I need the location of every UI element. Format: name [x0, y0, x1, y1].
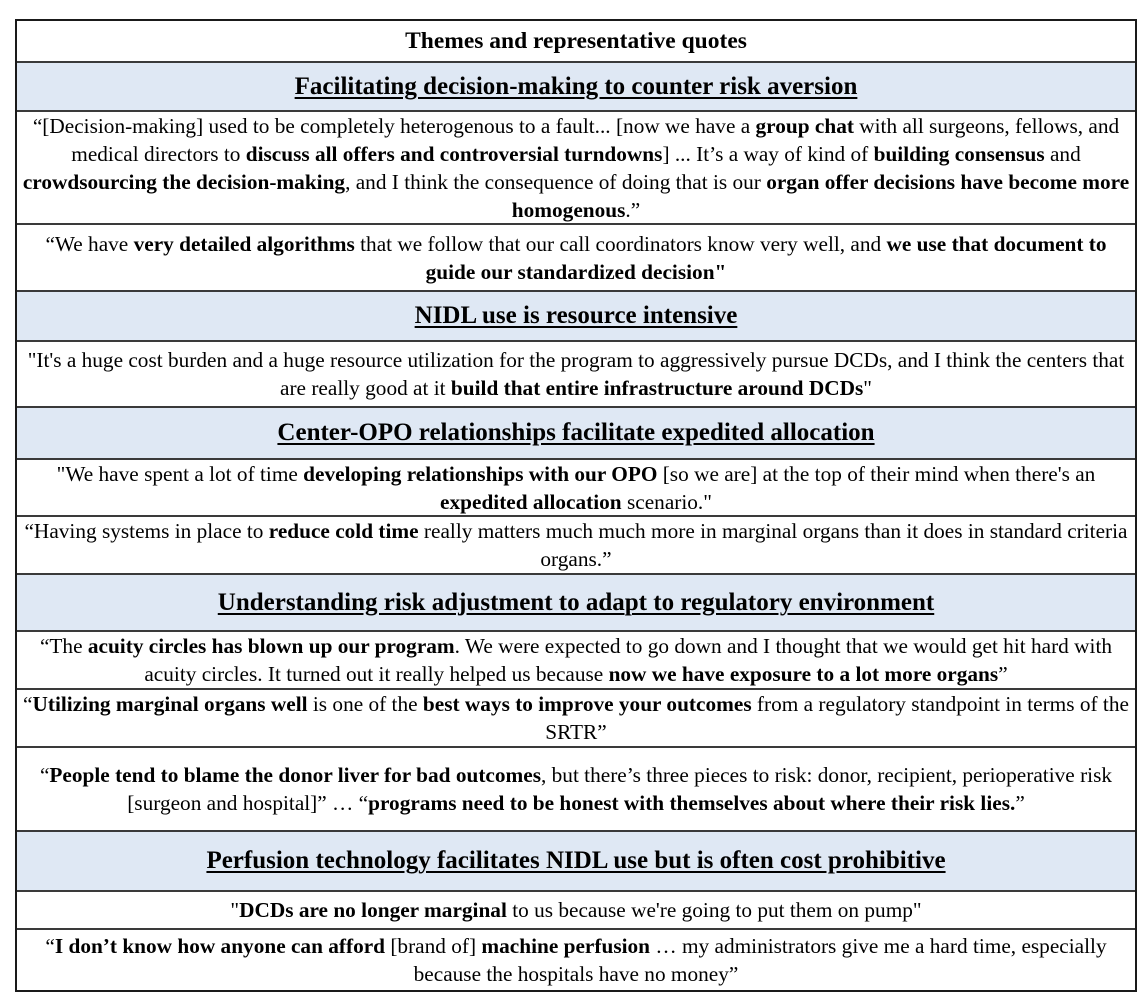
- quote-segment: really matters much much more in marginal organs than it does in standard criteria organs.”: [418, 519, 1128, 571]
- quote-emphasis: DCDs are no longer marginal: [239, 898, 507, 922]
- quote-emphasis: acuity circles has blown up our program: [87, 634, 455, 658]
- quote-segment: from a regulatory standpoint in terms of the SRTR”: [545, 692, 1129, 744]
- themes-quotes-table: [15, 19, 1137, 992]
- quote-text: [19, 230, 1133, 286]
- quote-segment: “We have: [45, 231, 134, 256]
- quote-cell: [17, 748, 1135, 832]
- quote-emphasis: very detailed algorithms: [133, 231, 355, 256]
- quote-text: [19, 346, 1133, 402]
- quote-segment: “: [23, 692, 33, 716]
- quote-emphasis: building consensus: [873, 141, 1045, 166]
- quote-emphasis: organ offer decisions have become more homogenous: [511, 169, 1130, 222]
- quote-segment: ": [863, 376, 872, 400]
- quote-segment: "It's a huge cost burden and a huge resource utilization for the program to aggressively pursue DCDs, and I think the centers that are really good at it: [27, 348, 1125, 400]
- quote-text: [230, 896, 921, 924]
- quote-text: [19, 517, 1133, 573]
- quote-emphasis: People tend to blame the donor liver for bad outcomes: [49, 763, 541, 787]
- quote-segment: with all surgeons, fellows, and medical directors to: [71, 113, 1120, 166]
- theme-heading: NIDL use is resource intensive: [17, 292, 1135, 342]
- quote-cell: [17, 112, 1135, 225]
- quote-text: [19, 932, 1133, 988]
- quote-segment: [so we are] at the top of their mind when there's an: [657, 461, 1096, 486]
- quote-emphasis: group chat: [755, 113, 854, 138]
- quote-segment: ": [230, 898, 240, 922]
- quote-cell: [17, 632, 1135, 690]
- quote-segment: is one of the: [307, 692, 423, 716]
- quote-text: [19, 112, 1133, 224]
- quote-segment: to us because we're going to put them on pump": [506, 898, 922, 922]
- quote-text: [19, 632, 1133, 688]
- quote-emphasis: discuss all offers and controversial turndowns: [245, 141, 663, 166]
- quote-emphasis: reduce cold time: [268, 519, 419, 543]
- quote-segment: “: [39, 763, 50, 787]
- quote-emphasis: crowdsourcing the decision-making: [22, 169, 346, 194]
- quote-segment: "We have spent a lot of time: [56, 461, 304, 486]
- quote-segment: “[Decision-making] used to be completely heterogenous to a fault... [now we have a: [32, 113, 756, 138]
- quote-cell: [17, 225, 1135, 292]
- quote-cell: [17, 517, 1135, 575]
- quote-segment: scenario.": [621, 489, 712, 514]
- quote-text: [19, 690, 1133, 746]
- quote-text: [19, 761, 1133, 817]
- quote-text: [19, 460, 1133, 516]
- theme-heading: Understanding risk adjustment to adapt to regulatory environment: [17, 575, 1135, 632]
- quote-segment: that we follow that our call coordinators know very well, and: [354, 231, 887, 256]
- quote-emphasis: programs need to be honest with themselves about where their risk lies.: [368, 791, 1016, 815]
- theme-heading: Facilitating decision-making to counter risk aversion: [17, 63, 1135, 112]
- quote-segment: … my administrators give me a hard time, especially because the hospitals have no money”: [413, 934, 1107, 986]
- quote-cell: [17, 930, 1135, 990]
- quote-segment: ”: [1015, 791, 1025, 815]
- quote-cell: [17, 342, 1135, 408]
- quote-segment: . We were expected to go down and I thought that we would get hit hard with acuity circles. It turned out it really helped us because: [144, 634, 1113, 686]
- quote-emphasis: best ways to improve your outcomes: [422, 692, 752, 716]
- quote-segment: , and I think the consequence of doing that is our: [345, 169, 767, 194]
- quote-emphasis: expedited allocation: [440, 489, 622, 514]
- quote-cell: [17, 690, 1135, 748]
- quote-emphasis: build that entire infrastructure around DCDs: [450, 376, 864, 400]
- quote-segment: .”: [625, 197, 641, 222]
- quote-segment: “: [45, 934, 55, 958]
- quote-emphasis: we use that document to guide our standardized decision": [425, 231, 1107, 284]
- quote-emphasis: Utilizing marginal organs well: [32, 692, 308, 716]
- quote-segment: “Having systems in place to: [24, 519, 269, 543]
- table-title: Themes and representative quotes: [17, 21, 1135, 63]
- quote-emphasis: now we have exposure to a lot more organs: [608, 662, 999, 686]
- quote-emphasis: machine perfusion: [481, 934, 651, 958]
- quote-segment: ] ... It’s a way of kind of: [662, 141, 874, 166]
- quote-emphasis: developing relationships with our OPO: [303, 461, 658, 486]
- theme-heading: Perfusion technology facilitates NIDL use but is often cost prohibitive: [17, 832, 1135, 892]
- theme-heading: Center-OPO relationships facilitate expedited allocation: [17, 408, 1135, 460]
- quote-segment: and: [1044, 141, 1081, 166]
- quote-cell: [17, 460, 1135, 517]
- quote-segment: [brand of]: [385, 934, 482, 958]
- quote-segment: , but there’s three pieces to risk: donor, recipient, perioperative risk [surgeon and hospital]” … “: [127, 763, 1113, 815]
- quote-emphasis: I don’t know how anyone can afford: [54, 934, 386, 958]
- quote-cell: [17, 892, 1135, 930]
- quote-segment: ”: [998, 662, 1008, 686]
- quote-segment: “The: [39, 634, 88, 658]
